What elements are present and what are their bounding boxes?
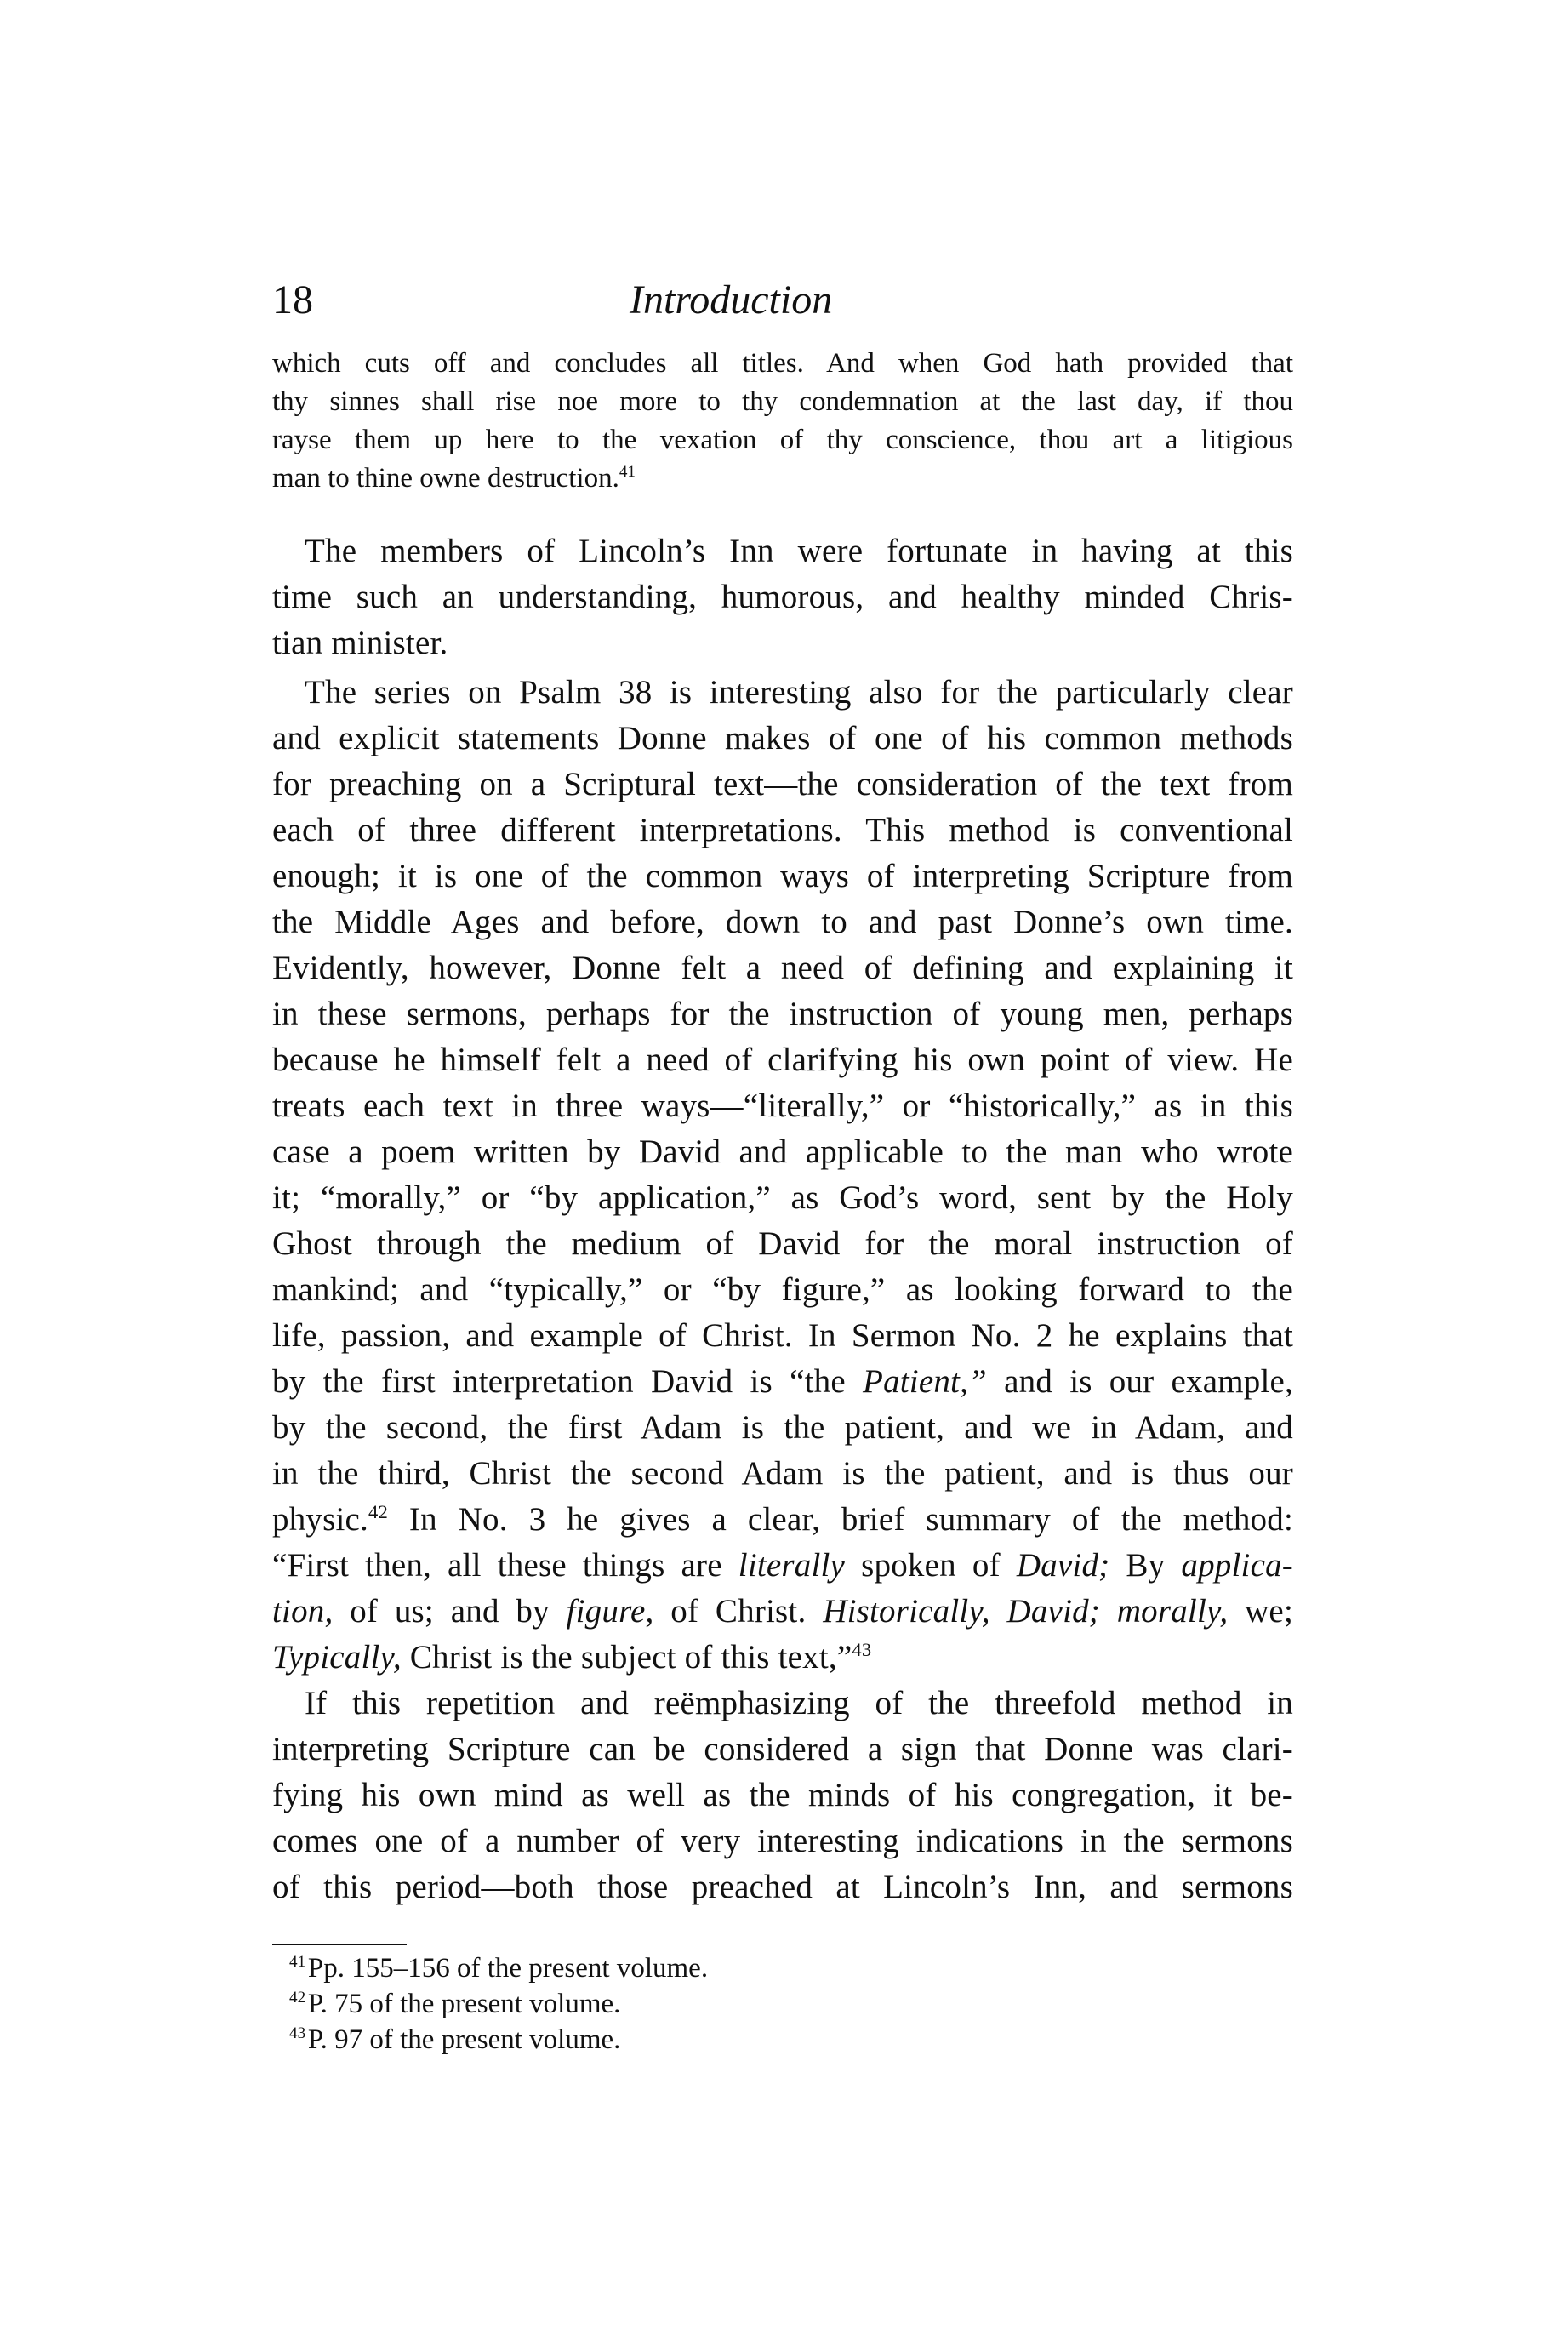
text-line: in these sermons, perhaps for the instruction of young men, perhaps [272, 996, 1293, 1032]
footnotes [289, 1950, 1055, 2058]
text-line: The series on Psalm 38 is interesting also for the particularly clear [305, 674, 1293, 711]
footnote-ref: 43 [852, 1639, 872, 1660]
text-line: time such an understanding, humorous, and healthy minded Chris- [272, 579, 1293, 615]
page-header [272, 277, 1293, 336]
text-line: and explicit statements Donne makes of one of his common methods [272, 720, 1293, 756]
text-line: treats each text in three ways—“literally,” or “historically,” as in this [272, 1088, 1293, 1124]
text-line: each of three different interpretations. This method is conventional [272, 812, 1293, 848]
paragraph [272, 528, 1293, 666]
text-line: man to thine owne destruction.$^{41}$ [272, 463, 636, 494]
page-number: 18 [272, 277, 313, 323]
text-line: “First then, all these things are literally spoken of David; By applica- [272, 1547, 1293, 1584]
paragraph [272, 1681, 1293, 1910]
text-line: for preaching on a Scriptural text—the consideration of the text from [272, 766, 1293, 802]
text-line: interpreting Scripture can be considered a sign that Donne was clari- [272, 1731, 1293, 1767]
text-line: physic.$^{42}$ In No. 3 he gives a clear, brief summary of the method: [272, 1501, 1293, 1538]
footnote: $^{43}$ P. 97 of the present volume. [289, 2024, 621, 2055]
text-line: The members of Lincoln’s Inn were fortunate in having at this [305, 533, 1293, 569]
text-line: the Middle Ages and before, down to and past Donne’s own time. [272, 904, 1293, 940]
text-line: comes one of a number of very interesting indications in the sermons [272, 1823, 1293, 1859]
text-line: case a poem written by David and applicable to the man who wrote [272, 1133, 1293, 1170]
footnote-ref: 42 [368, 1501, 388, 1522]
text-line: it; “morally,” or “by application,” as God’s word, sent by the Holy [272, 1179, 1293, 1216]
text-line: which cuts off and concludes all titles. And when God hath provided that [272, 348, 1293, 379]
text-line: tion, of us; and by figure, of Christ. Historically, David; morally, we; [272, 1593, 1293, 1630]
text-line: by the first interpretation David is “the Patient,” and is our example, [272, 1363, 1293, 1400]
text-line: because he himself felt a need of clarifying his own point of view. He [272, 1042, 1293, 1078]
text-line: Evidently, however, Donne felt a need of defining and explaining it [272, 950, 1293, 986]
text-line: Ghost through the medium of David for the moral instruction of [272, 1225, 1293, 1262]
footnote: $^{41}$ Pp. 155–156 of the present volume. [289, 1953, 709, 1984]
text-line: fying his own mind as well as the minds of his congregation, it be- [272, 1777, 1293, 1813]
text-line: Typically, Christ is the subject of this text,”$^{43}$ [272, 1639, 872, 1676]
text-line: life, passion, and example of Christ. In Sermon No. 2 he explains that [272, 1317, 1293, 1354]
paragraph [272, 670, 1293, 1681]
text-line: by the second, the first Adam is the patient, and we in Adam, and [272, 1409, 1293, 1446]
footnote-ref: 41 [619, 463, 636, 481]
text-line: tian minister. [272, 625, 448, 661]
footnote-number: 42 [289, 1989, 306, 2007]
text-line: in the third, Christ the second Adam is the patient, and is thus our [272, 1455, 1293, 1492]
block-quote [272, 345, 1293, 498]
text-line: enough; it is one of the common ways of interpreting Scripture from [272, 858, 1293, 894]
text-line: of this period—both those preached at Lincoln’s Inn, and sermons [272, 1869, 1293, 1905]
text-line: mankind; and “typically,” or “by figure,” as looking forward to the [272, 1271, 1293, 1308]
running-title: Introduction [630, 277, 833, 323]
footnote: $^{42}$ P. 75 of the present volume. [289, 1989, 621, 2019]
footnote-divider [272, 1944, 407, 1945]
text-line: rayse them up here to the vexation of thy conscience, thou art a litigious [272, 425, 1293, 455]
text-line: thy sinnes shall rise noe more to thy condemnation at the last day, if thou [272, 386, 1293, 417]
footnote-number: 43 [289, 2024, 306, 2042]
footnote-number: 41 [289, 1953, 306, 1971]
text-line: If this repetition and reëmphasizing of the threefold method in [305, 1685, 1293, 1721]
